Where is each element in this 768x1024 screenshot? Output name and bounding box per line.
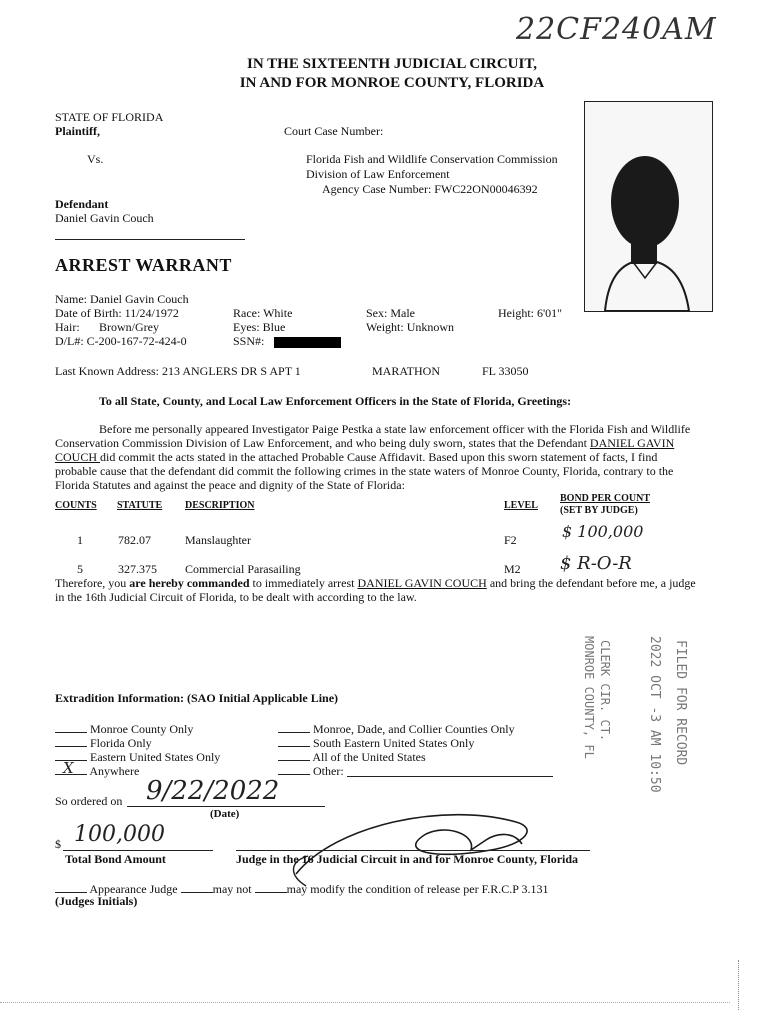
stamp-clerk: CLERK CIR. CT.: [598, 640, 612, 742]
person-hair-label: Hair:: [55, 320, 80, 334]
option-label: Monroe County Only: [90, 722, 194, 736]
person-race: Race: White: [233, 306, 293, 320]
row2-description: Commercial Parasailing: [185, 562, 301, 576]
ordered-on-label: So ordered on: [55, 794, 123, 808]
defendant-divider: [55, 239, 245, 240]
row2-bond: $ R-O-R: [560, 553, 632, 574]
person-height: Height: 6'01": [498, 306, 563, 320]
command-text-c: to immediately arrest: [249, 576, 358, 590]
appearance-initial-blank[interactable]: [55, 881, 87, 893]
plaintiff-label: Plaintiff,: [55, 124, 100, 138]
body-line-1: Before me personally appeared Investigator Paige Pestka a state law enforcement officer with the Florida Fish and Wildlife: [99, 422, 691, 436]
row1-count: 1: [77, 533, 83, 547]
person-hair: Brown/Grey: [99, 320, 159, 334]
command-line-2: in the 16th Judicial Circuit of Florida, to be dealt with according to the law.: [55, 590, 417, 604]
agency-name: Florida Fish and Wildlife Conservation Commission: [306, 152, 558, 166]
stamp-filed: FILED FOR RECORD: [673, 640, 688, 766]
row2-level: M2: [504, 562, 521, 576]
may-not-blank[interactable]: [181, 881, 213, 893]
judge-label: Judge in the 16 Judicial Circuit in and for Monroe County, Florida: [236, 852, 579, 866]
initial-blank[interactable]: [55, 721, 87, 733]
option-label: Other:: [313, 764, 344, 778]
extradition-title: Extradition Information: (SAO Initial Applicable Line): [55, 691, 339, 705]
check-mark: X: [63, 759, 74, 777]
judges-initials-label: (Judges Initials): [55, 894, 138, 908]
initial-blank[interactable]: [278, 735, 310, 747]
stamp-date: 2022 OCT -3 AM 10:50: [647, 636, 662, 793]
may-modify-blank[interactable]: [255, 881, 287, 893]
address-street: Last Known Address: 213 ANGLERS DR S APT 1: [55, 364, 301, 378]
col-header-statute: STATUTE: [117, 500, 163, 511]
col-header-bond: BOND PER COUNT: [560, 493, 651, 504]
body-line-2: [55, 436, 674, 451]
command-defendant: DANIEL GAVIN COUCH: [357, 576, 487, 590]
scan-border-right: [738, 960, 739, 1010]
row1-description: Manslaughter: [185, 533, 251, 547]
greeting: To all State, County, and Local Law Enforcement Officers in the State of Florida, Greetings:: [99, 394, 572, 408]
extradition-option-anywhere[interactable]: [55, 759, 140, 779]
agency-case-number: Agency Case Number: FWC22ON00046392: [322, 182, 538, 196]
body-line-5: Florida Statutes and against the peace and dignity of the State of Florida:: [55, 478, 405, 492]
court-header-line2: IN AND FOR MONROE COUNTY, FLORIDA: [239, 75, 545, 91]
initial-blank[interactable]: [278, 749, 310, 761]
judge-signature-line: [236, 850, 590, 851]
defendant-label: Defendant: [55, 197, 109, 211]
row1-level: F2: [504, 533, 517, 547]
col-header-description: DESCRIPTION: [185, 500, 255, 511]
initial-blank[interactable]: [55, 735, 87, 747]
col-header-counts: COUNTS: [55, 500, 97, 511]
row1-statute: 782.07: [118, 533, 151, 547]
col-header-bond-sub: (SET BY JUDGE): [560, 505, 638, 516]
total-bond-handwritten: 100,000: [74, 822, 165, 847]
handwritten-case-number: 22CF240AM: [516, 12, 717, 47]
row2-statute: 327.375: [118, 562, 157, 576]
mugshot-silhouette: [585, 102, 712, 311]
other-line[interactable]: [347, 776, 553, 777]
option-label: Eastern United States Only: [90, 750, 221, 764]
defendant-surname-underlined: COUCH: [55, 450, 101, 464]
option-label: All of the United States: [312, 750, 426, 764]
option-label: South Eastern United States Only: [313, 736, 475, 750]
person-weight: Weight: Unknown: [366, 320, 455, 334]
ordered-date-signature: 9/22/2022: [146, 776, 280, 806]
plaintiff-name: STATE OF FLORIDA: [55, 110, 164, 124]
extradition-option-other[interactable]: [278, 763, 344, 779]
address-state-zip: FL 33050: [482, 364, 529, 378]
initial-blank[interactable]: [278, 721, 310, 733]
command-line-1: [55, 576, 696, 591]
body-line-4: probable cause that the defendant did commit the following crimes in the state waters of Monroe County, Florida, contrary to the: [55, 464, 674, 478]
date-caption: (Date): [210, 808, 240, 820]
person-sex: Sex: Male: [366, 306, 415, 320]
may-modify-label: may modify the condition of release per F.R.C.P 3.131: [286, 882, 549, 896]
court-header-line1: IN THE SIXTEENTH JUDICIAL CIRCUIT,: [247, 56, 537, 72]
initial-blank[interactable]: [278, 763, 310, 775]
person-dl: D/L#: C-200-167-72-424-0: [55, 334, 187, 348]
col-header-level: LEVEL: [504, 500, 538, 511]
total-bond-label: Total Bond Amount: [65, 852, 166, 866]
versus: Vs.: [87, 152, 104, 166]
person-name: Name: Daniel Gavin Couch: [55, 292, 189, 306]
body-line-2-text: Conservation Commission Division of Law Enforcement, and who being duly sworn, states that the Defendant: [55, 436, 590, 450]
row1-bond: $ 100,000: [562, 522, 644, 541]
ssn-redaction: [274, 337, 341, 348]
agency-division: Division of Law Enforcement: [306, 167, 450, 181]
command-text-e: and bring the defendant before me, a judge: [486, 576, 696, 590]
appearance-judge-label: Appearance Judge: [89, 882, 178, 896]
person-ssn-label: SSN#:: [233, 334, 265, 348]
person-dob: Date of Birth: 11/24/1972: [55, 306, 179, 320]
option-label: Monroe, Dade, and Collier Counties Only: [313, 722, 515, 736]
defendant-photo: [584, 101, 713, 312]
initial-blank-checked[interactable]: [55, 759, 87, 777]
bond-line: [63, 850, 213, 851]
stamp-county: MONROE COUNTY, FL: [582, 636, 596, 759]
scan-border-bottom: [0, 1002, 730, 1003]
defendant-name-underlined: DANIEL GAVIN: [589, 436, 675, 450]
may-not-label: may not: [212, 882, 252, 896]
command-emphasis: are hereby commanded: [129, 576, 250, 590]
document-title: ARREST WARRANT: [55, 255, 232, 275]
row2-count: 5: [77, 562, 83, 576]
option-label: Anywhere: [89, 764, 140, 778]
address-city: MARATHON: [372, 364, 441, 378]
court-case-number-label: Court Case Number:: [284, 124, 384, 138]
bond-prefix: $: [55, 837, 61, 851]
body-line-3: [55, 450, 657, 465]
person-eyes: Eyes: Blue: [233, 320, 286, 334]
body-line-3-text: did commit the acts stated in the attached Probable Cause Affidavit. Based upon this sworn statement of facts, I find: [100, 450, 658, 464]
option-label: Florida Only: [90, 736, 152, 750]
command-text-a: Therefore, you: [55, 576, 130, 590]
defendant-name: Daniel Gavin Couch: [55, 211, 154, 225]
